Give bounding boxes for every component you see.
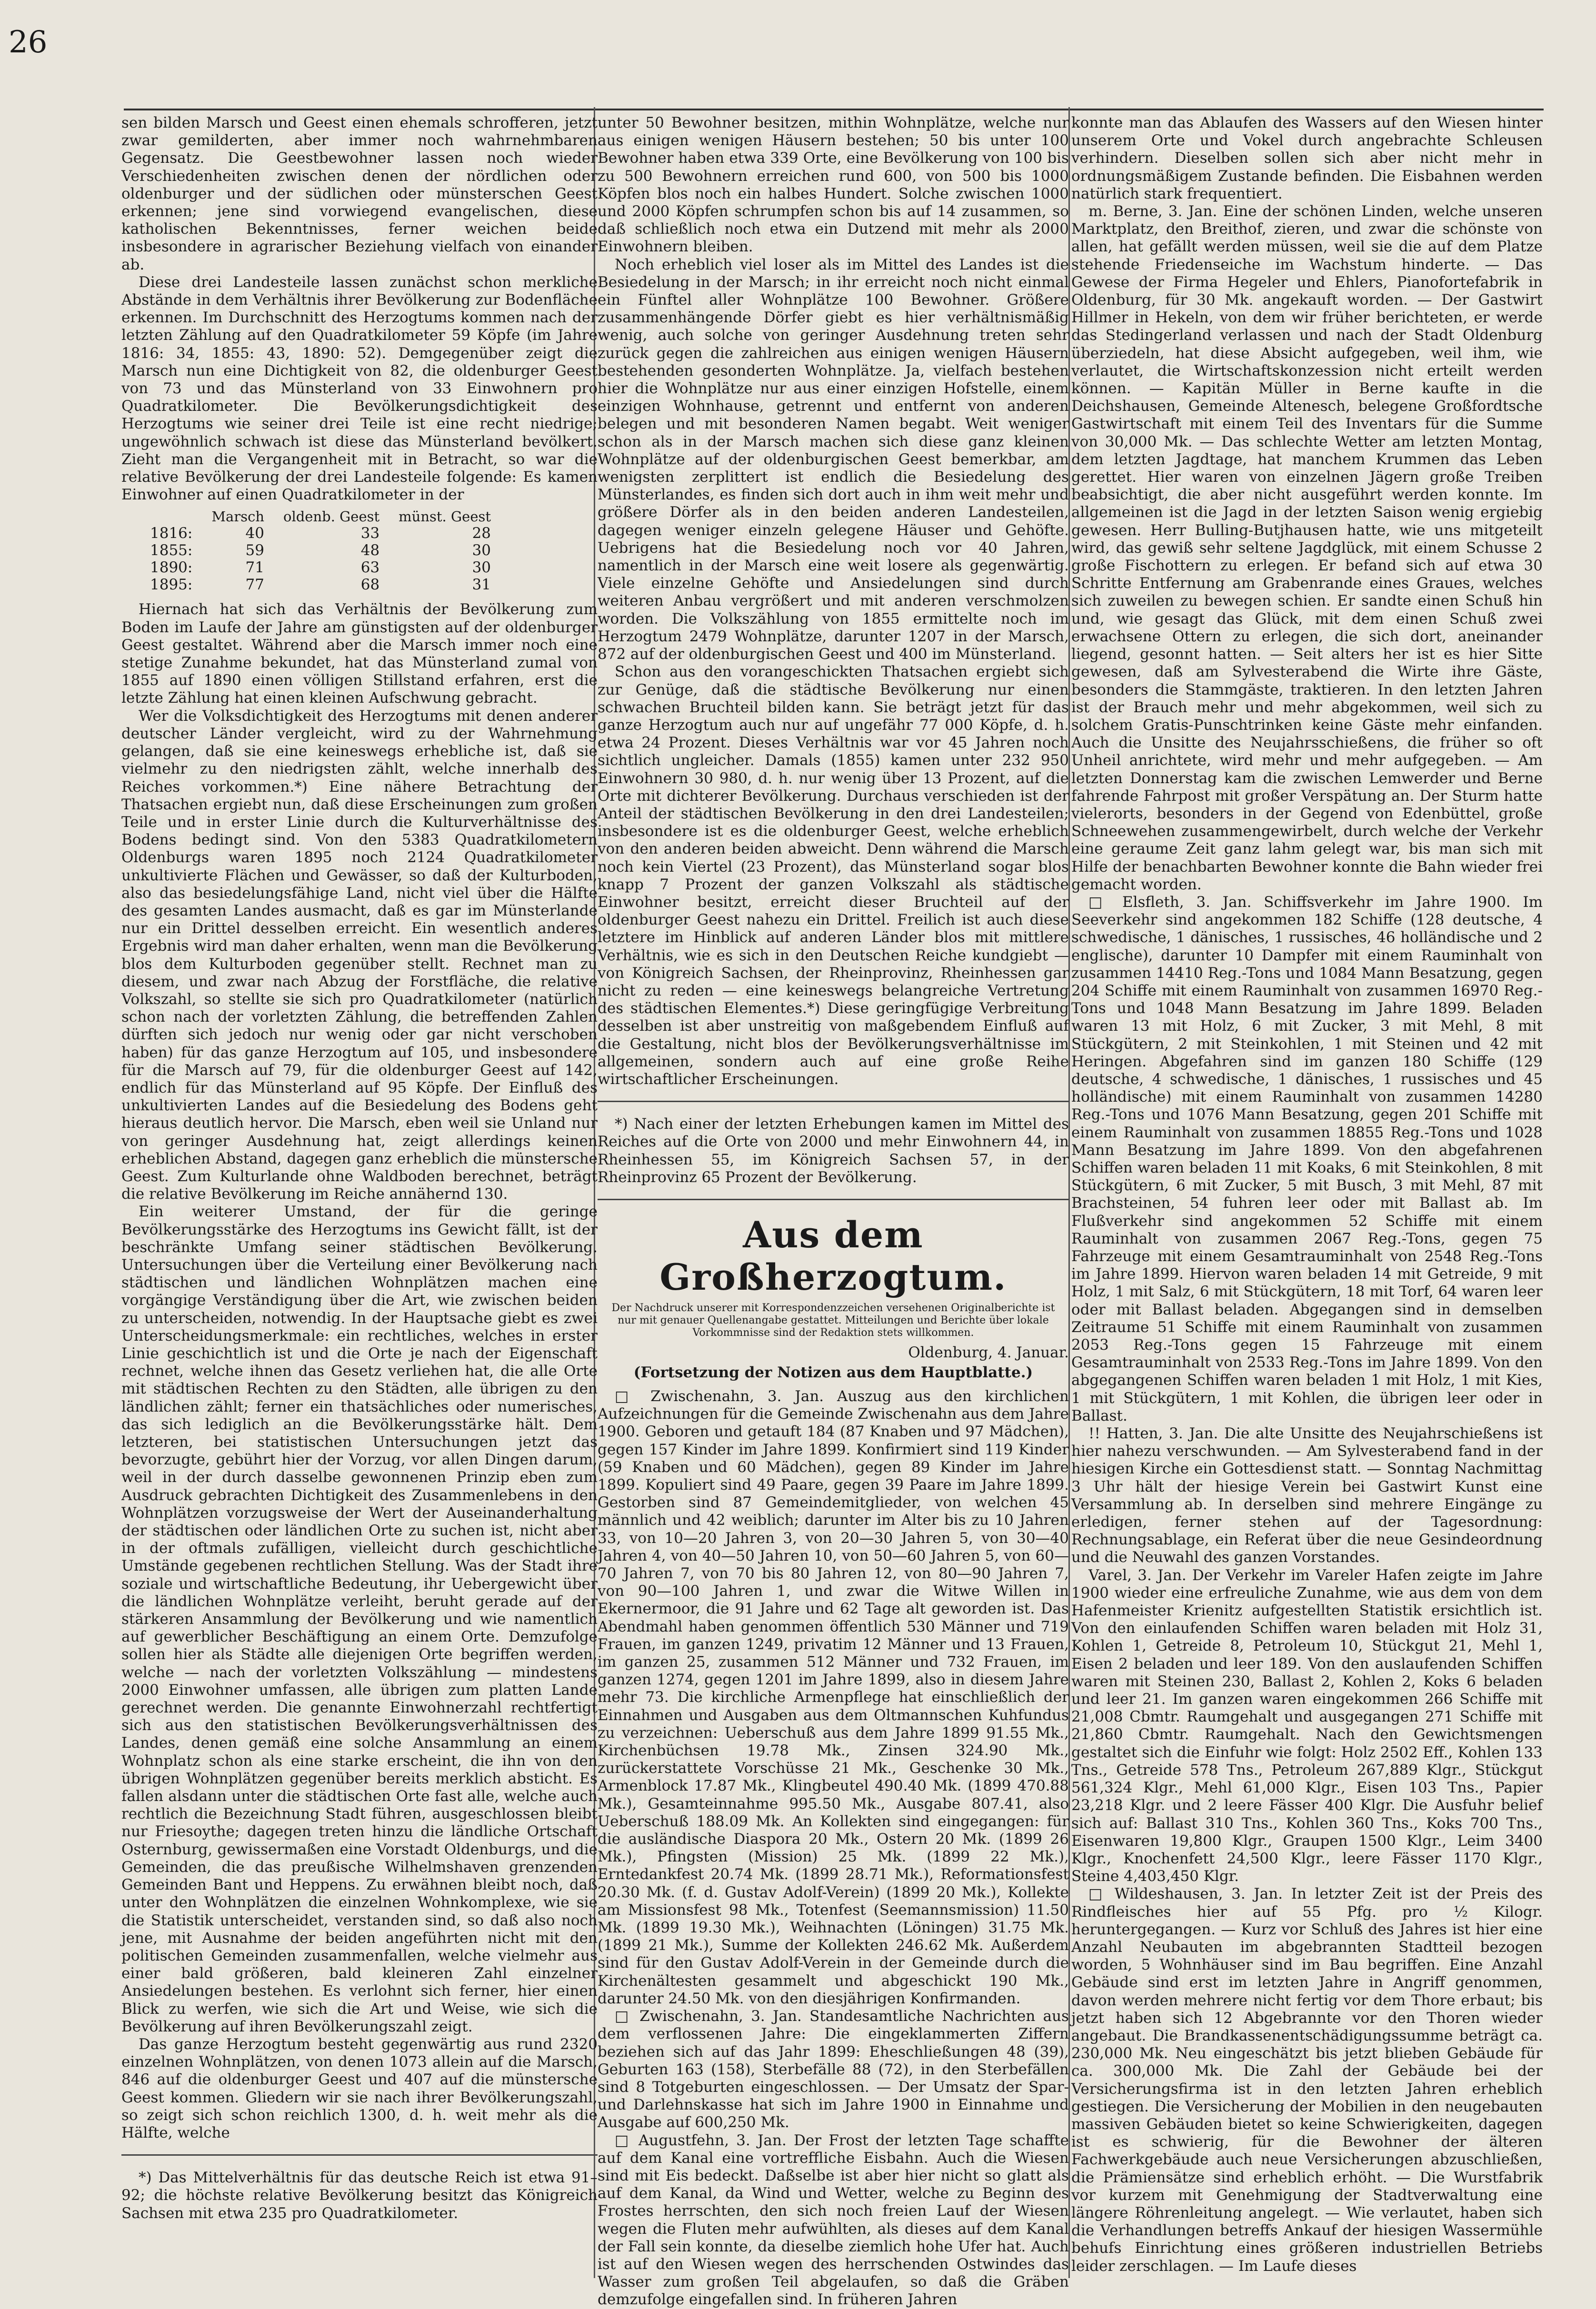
- table-cell: 33: [360, 525, 380, 542]
- table-row: [140, 559, 500, 576]
- column-2: [598, 114, 1069, 2309]
- table-cell: 28: [472, 525, 491, 542]
- paragraph: m. Berne, 3. Jan. Eine der schönen Linden, welche unseren Marktplatz, den Breithof, zieren, und zwar die schönste von allen, hat gefällt werden müssen, weil sie die auf dem Platze stehende Friedenseiche im Wachstum hinderte. — Das Gewese der Firma Hegeler und Ehlers, Pianofortefabrik in Oldenburg, für 30 Mk. angekauft worden. — Der Gastwirt Hillmer in Hekeln, von dem wir früher berichteten, er werde das Stedingerland verlassen und nach der Stadt Oldenburg überziedeln, hat diese Absicht aufgegeben, weil ihm, wie verlautet, die Wirtschaftskonzession nicht erteilt werden können. — Kapitän Müller in Berne kaufte in die Deichshausen, Gemeinde Altenesch, belegene Großfordtsche Gastwirtschaft mit einem Teil des Inventars für die Summe von 30,000 Mk. — Das schlechte Wetter am letzten Montag, dem letzten Jagdtage, hat manchem Krummen das Leben gerettet. Hier waren von einzelnen Jägern große Treiben beabsichtigt, die aber nicht ausgeführt werden konnte. Im allgemeinen ist die Jagd in der letzten Saison wenig ergiebig gewesen. Herr Bulling-Butjhausen hatte, wie uns mitgeteilt wird, das gewiß sehr seltene Jagdglück, mit einem Schusse 2 große Fischottern zu erlegen. Er befand sich auf etwa 30 Schritte Entfernung am Grabenrande eines Graues, welches sich zuweilen zu bewegen schien. Er sandte einen Schuß hin und, wie gesagt das Glück, mit dem einen Schuß zwei erwachsene Ottern zu erlegen, die sich dort, aneinander liegend, gesonnt hatten. — Seit alters her ist es hier Sitte gewesen, daß am Sylvesterabend die Wirte ihre Gäste, besonders die Stammgäste, traktieren. In den letzten Jahren ist der Brauch mehr und mehr abgekommen, weil sich zu solchem Gratis-Punschtrinken keine Gäste mehr einfanden. Auch die Unsitte des Neujahrsschießens, die früher so oft Unheil anrichtete, wird mehr und mehr aufgegeben. — Am letzten Donnerstag kam die zwischen Lemwerder und Berne fahrende Fahrpost mit großer Verspätung an. Der Sturm hatte vielerorts, besonders in der Gegend von Edenbüttel, große Schneewehen zusammengewirbelt, durch welche der Verkehr eine geraume Zeit ganz lahm gelegt war, bis man sich mit Hilfe der benachbarten Bewohner konnte die Bahn wieder frei gemacht worden.: [1071, 203, 1543, 893]
- table-header: oldenb. Geest: [283, 508, 380, 525]
- table-header-row: [140, 508, 500, 525]
- column-1: [121, 114, 598, 2266]
- table-header: [140, 508, 202, 525]
- population-density-table: [140, 508, 500, 593]
- footnote-rule: [598, 1101, 1069, 1102]
- table-cell: 31: [472, 576, 491, 594]
- table-cell: 1855:: [150, 542, 193, 559]
- table-cell: 1816:: [150, 525, 193, 542]
- table-row: [140, 525, 500, 542]
- table-cell: 40: [245, 525, 264, 542]
- paragraph: sen bilden Marsch und Geest einen ehemals schrofferen, jetzt zwar gemilderten, aber immer noch wahrnehmbaren Gegensatz. Die Geestbewohner lassen noch wieder Verschiedenheiten zwischen denen der nördlichen oder oldenburger und der südlichen oder münsterschen Geest erkennen; jene sind vorwiegend evangelischen, diese katholischen Bekenntnisses, ferner weichen beide insbesondere in agrarischer Beziehung vielfach von einander ab.: [121, 114, 598, 273]
- paragraph: !! Hatten, 3. Jan. Die alte Unsitte des Neujahrschießens ist hier nahezu verschwunden. — Am Sylvesterabend fand in der hiesigen Kirche ein Gottesdienst statt. — Sonntag Nachmittag 3 Uhr hält der hiesige Verein bei Gastwirt Kunst eine Versammlung ab. In derselben sind mehrere Eingänge zu erledigen, ferner stehen auf der Tagesordnung: Rechnungsablage, ein Referat über die neue Gesindeordnung und die Neuwahl des ganzen Vorstandes.: [1071, 1425, 1543, 1566]
- column-3: [1071, 114, 1543, 2275]
- footnote: *) Nach einer der letzten Erhebungen kamen im Mittel des Reiches auf die Orte von 2000 und mehr Einwohnern 44, in Rheinhessen 55, im Königreich Sachsen 57, in der Rheinprovinz 65 Prozent der Bevölkerung.: [598, 1115, 1069, 1186]
- table-cell: 68: [360, 576, 380, 594]
- section-rule: [598, 1199, 1069, 1200]
- paragraph: Diese drei Landesteile lassen zunächst schon merkliche Abstände in dem Verhältnis ihrer Bevölkerung zur Bodenfläche erkennen. Im Durchschnitt des Herzogtums kommen nach der letzten Zählung auf den Quadratkilometer 59 Köpfe (im Jahre 1816: 34, 1855: 43, 1890: 52). Demgegenüber zeigt die Marsch nun eine Dichtigkeit von 82, die oldenburger Geest von 73 und das Münsterland von 33 Einwohnern pro Quadratkilometer. Die Bevölkerungsdichtigkeit des Herzogtums wie seiner drei Teile ist eine recht niedrige; ungewöhnlich schwach ist diese das Münsterland bevölkert. Zieht man die Vergangenheit mit in Betracht, so war die relative Bevölkerung der drei Landesteile folgende: Es kamen Einwohner auf einen Quadratkilometer in der: [121, 273, 598, 504]
- table-cell: 63: [360, 559, 380, 577]
- footnote-rule: [121, 2154, 598, 2156]
- paragraph: Hiernach hat sich das Verhältnis der Bevölkerung zum Boden im Laufe der Jahre am günstigsten auf der oldenburger Geest gestaltet. Während aber die Marsch immer noch eine stetige Zunahme bekundet, hat das Münsterland zumal von 1855 auf 1890 einen völligen Stillstand erfahren, erst die letzte Zählung hat einen kleinen Aufschwung gebracht.: [121, 601, 598, 707]
- paragraph: □ Wildeshausen, 3. Jan. In letzter Zeit ist der Preis des Rindfleisches hier auf 55 Pfg. pro ½ Kilogr. heruntergegangen. — Kurz vor Schluß des Jahres ist hier eine Anzahl Neubauten im abgebrannten Stadtteil bezogen worden, 5 Wohnhäuser sind im Bau begriffen. Eine Anzahl Gebäude sind erst im letzten Jahre in Angriff genommen, davon werden mehrere nicht fertig vor dem Thore erbaut; bis jetzt haben sich 12 Abgebrannte vor den Thoren wieder angebaut. Die Brandkassenentschädigungssumme beträgt ca. 230,000 Mk. Neu eingeschätzt bis jetzt blieben Gebäude für ca. 300,000 Mk. Die Zahl der Gebäude bei der Versicherungsfirma ist in den letzten Jahren erheblich gestiegen. Die Versicherung der Mobilien in den neugebauten massiven Gebäuden bietet so keine Schwierigkeiten, dagegen ist es schwierig, für die Bewohner der älteren Fachwerkgebäude auch neue Versicherungen abzuschließen, die Prämiensätze sind erheblich erhöht. — Die Wurstfabrik vor kurzem mit Genehmigung der Stadtverwaltung eine längere Röhrenleitung angelegt. — Wie verlautet, haben sich die Verhandlungen betreffs Ankauf der hiesigen Wassermühle behufs Einrichtung eines größeren industriellen Betriebs leider zerschlagen. — Im Laufe dieses: [1071, 1885, 1543, 2275]
- table-row: [140, 576, 500, 593]
- paragraph: Schon aus den vorangeschickten Thatsachen ergiebt sich zur Genüge, daß die städtische Bevölkerung nur einen schwachen Bruchteil bilden kann. Sie beträgt jetzt für das ganze Herzogtum auch nur auf ungefähr 77 000 Köpfe, d. h. etwa 24 Prozent. Dieses Verhältnis war vor 45 Jahren noch sichtlich ungleicher. Damals (1855) kamen unter 232 950 Einwohnern 30 980, d. h. nur wenig über 13 Prozent, auf die Orte mit dichterer Bevölkerung. Durchaus verschieden ist der Anteil der städtischen Bevölkerung in den drei Landesteilen; insbesondere ist es die oldenburger Geest, welche erheblich von den anderen beiden abweicht. Denn während die Marsch noch kein Viertel (23 Prozent), das Münsterland sogar blos knapp 7 Prozent der ganzen Volkszahl als städtische Einwohner besitzt, erreicht dieser Bruchteil auf der oldenburger Geest nahezu ein Drittel. Freilich ist auch diese letztere im Hinblick auf anderen Länder blos mit mittlere Verhältnis, wie es sich in den Deutschen Reiche kundgiebt — von Königreich Sachsen, der Rheinprovinz, Rheinhessen gar nicht zu reden — eine keineswegs belangreiche Vertretung des städtischen Elementes.*) Diese geringfügige Verbreitung desselben ist aber unstreitig von maßgebendem Einfluß auf die Gestaltung, nicht blos der Bevölkerungsverhältnisse im allgemeinen, sondern auch auf eine große Reihe wirtschaftlicher Erscheinungen.: [598, 663, 1069, 1088]
- paragraph: Ein weiterer Umstand, der für die geringe Bevölkerungsstärke des Herzogtums ins Gewicht fällt, ist der beschränkte Umfang seiner städtischen Bevölkerung. Untersuchungen über die Verteilung einer Bevölkerung nach städtischen und ländlichen Wohnplätzen machen eine vorgängige Verständigung über die Art, wie zwischen beiden zu unterscheiden, notwendig. In der Hauptsache giebt es zwei Unterscheidungsmerkmale: ein rechtliches, welches in erster Linie geschichtlich ist und die Orte je nach der Eigenschaft rechnet, welche ihnen das Gesetz verliehen hat, die alle Orte mit städtischen Rechten zu den Städten, alle übrigen zu den ländlichen zählt; ferner ein thatsächliches oder numerisches, das sich lediglich an die Bevölkerungsstärke hält. Dem letzteren, bei statistischen Untersuchungen jetzt das bevorzugte, gebührt hier der Vorzug, vor allen Dingen darum, weil in der durch dasselbe gewonnenen Prinzip eben zum Ausdruck gebrachten Dichtigkeit des Zusammenlebens in den Wohnplätzen vorzugsweise der Wert der Auseinanderhaltung der städtischen oder ländlichen Orte zu suchen ist, nicht aber in der oftmals zufälligen, vielleicht durch geschichtliche Umstände gegebenen rechtlichen Stellung. Was der Stadt ihre soziale und wirtschaftliche Bedeutung, ihr Uebergewicht über die ländlichen Wohnplätze verleiht, beruht gerade auf der stärkeren Ansammlung der Bevölkerung und wie namentlich auf gewerblicher Beschäftigung an einem Orte. Demzufolge sollen hier als Städte alle diejenigen Orte begriffen werden, welche — nach der vorletzten Volkszählung — mindestens 2000 Einwohner umfassen, alle übrigen zum platten Lande gerechnet werden. Die genannte Einwohnerzahl rechtfertigt sich aus den statistischen Bevölkerungsverhältnissen des Landes, denen gemäß eine solche Ansammlung an einem Wohnplatz schon als eine starke erscheint, die ihn von den übrigen Wohnplätzen gegenüber bereits merklich absticht. Es fallen alsdann unter die städtischen Orte fast alle, welche auch rechtlich die Bezeichnung Stadt führen, ausgeschlossen bleibt nur Friesoythe; dagegen treten hinzu die ländliche Ortschaft Osternburg, gewissermaßen eine Vorstadt Oldenburgs, und die Gemeinden, die das preußische Wilhelmshaven grenzenden Gemeinden Bant und Heppens. Zu erwähnen bleibt noch, daß unter den Wohnplätzen die einzelnen Wohnkomplexe, wie sie die Statistik unterscheidet, verstanden sind, so daß also noch jene, mit Ausnahme der beiden angeführten nicht mit den politischen Gemeinden zusammenfallen, welche vielmehr aus einer bald größeren, bald kleineren Zahl einzelner Ansiedelungen bestehen. Es verlohnt sich ferner, hier einen Blick zu werfen, wie sich die Art und Weise, wie sich die Bevölkerung auf ihren Bevölkerungszahl zeigt.: [121, 1203, 598, 2035]
- table-cell: 1890:: [150, 559, 193, 577]
- subheading: (Fortsetzung der Notizen aus dem Hauptblatte.): [633, 1364, 1033, 1381]
- table-cell: 30: [472, 559, 491, 577]
- paragraph: Wer die Volksdichtigkeit des Herzogtums mit denen anderer deutscher Länder vergleicht, wird zu der Wahrnehmung gelangen, daß sie eine keineswegs erhebliche ist, daß sie vielmehr zu den niedrigsten zählt, welche innerhalb des Reiches vorkommen.*) Eine nähere Betrachtung der Thatsachen ergiebt nun, daß diese Erscheinungen zum großen Teile und in erster Linie durch die Kulturverhältnisse des Bodens bedingt sind. Von den 5383 Quadratkilometern Oldenburgs waren 1895 noch 2124 Quadratkilometer unkultivierte Flächen und Gewässer, so daß der Kulturboden, also das besiedelungsfähige Land, nicht viel über die Hälfte des gesamten Landes ausmacht, daß es gar im Münsterlande nur ein Drittel desselben erreicht. Ein wesentlich anderes Ergebnis wird man daher erhalten, wenn man die Bevölkerung blos dem Kulturboden gegenüber stellt. Rechnet man zu diesem, und zwar nach Abzug der Forstfläche, die relative Volkszahl, so stellte sie sich pro Quadratkilometer (natürlich schon nach der vorletzten Zählung, die betreffenden Zahlen dürften sich jedoch nur wenig oder gar nicht verschoben haben) für das ganze Herzogtum auf 105, und insbesondere für die Marsch auf 79, für die oldenburger Geest auf 142, endlich für das Münsterland auf 95 Köpfe. Der Einfluß des unkultivierten Landes auf die Besiedelung des Bodens geht hieraus deutlich hervor. Die Marsch, eben weil sie Unland nur von geringer Ausdehnung hat, zeigt allerdings keinen erheblichen Abstand, dagegen ganz erheblich die münstersche Geest. Zum Kulturlande ohne Waldboden berechnet, beträgt die relative Bevölkerung im Reiche annähernd 130.: [121, 707, 598, 1203]
- reprint-notice: Der Nachdruck unserer mit Korrespondenzzeichen versehenen Originalberichte ist nur mit genauer Quellenangabe gestattet. Mitteilungen und Berichte über lokale Vorkommnisse sind der Redaktion stets willkommen.: [611, 1302, 1055, 1339]
- table-row: [140, 542, 500, 559]
- paragraph: konnte man das Ablaufen des Wassers auf den Wiesen hinter unserem Orte und Vokel durch angebrachte Schleusen verhindern. Dieselben sollen sich aber nicht mehr in ordnungsmäßigem Zustande befinden. Die Eisbahnen werden natürlich stark frequentiert.: [1071, 114, 1543, 202]
- paragraph: unter 50 Bewohner besitzen, mithin Wohnplätze, welche nur aus einigen wenigen Häusern bestehen; 50 bis unter 100 Bewohner haben etwa 339 Orte, eine Bevölkerung von 100 bis zu 500 Bewohnern erreichen rund 600, von 500 bis 1000 Köpfen blos noch ein halbes Hundert. Solche zwischen 1000 und 2000 Köpfen schrumpfen schon bis auf 14 zusammen, so daß schließlich noch etwa ein Dutzend mit mehr als 2000 Einwohnern bleiben.: [598, 114, 1069, 256]
- table-header: Marsch: [211, 508, 264, 525]
- paragraph: □ Elsfleth, 3. Jan. Schiffsverkehr im Jahre 1900. Im Seeverkehr sind angekommen 182 Schiffe (128 deutsche, 4 schwedische, 1 dänisches, 1 russisches, 46 holländische und 2 englische), darunter 10 Dampfer mit einem Rauminhalt von zusammen 14410 Reg.-Tons und 1084 Mann Besatzung, gegen 204 Schiffe mit einem Rauminhalt von zusammen 16970 Reg.-Tons und 1048 Mann Besatzung im Jahre 1899. Beladen waren 13 mit Holz, 6 mit Zucker, 3 mit Mehl, 8 mit Stückgütern, 2 mit Steinkohlen, 1 mit Steinen und 42 mit Heringen. Abgefahren sind im ganzen 180 Schiffe (129 deutsche, 4 schwedische, 1 dänisches, 1 russisches und 45 holländische) mit einem Rauminhalt von zusammen 14280 Reg.-Tons und 1076 Mann Besatzung, gegen 201 Schiffe mit einem Rauminhalt von zusammen 18855 Reg.-Tons und 1028 Mann Besatzung im Jahre 1899. Von den abgefahrenen Schiffen waren beladen 11 mit Koaks, 6 mit Steinkohlen, 8 mit Stückgütern, 6 mit Zucker, 5 mit Busch, 3 mit Mehl, 87 mit Brachsteinen, 54 fuhren leer oder mit Ballast ab. Im Flußverkehr sind angekommen 52 Schiffe mit einem Rauminhalt von zusammen 2067 Reg.-Tons, gegen 75 Fahrzeuge mit einem Gesamtrauminhalt von 2548 Reg.-Tons im Jahre 1899. Hiervon waren beladen 14 mit Getreide, 9 mit Holz, 1 mit Salz, 6 mit Stückgütern, 18 mit Torf, 64 waren leer oder mit Ballast beladen. Abgegangen sind in demselben Zeitraume 51 Schiffe mit einem Rauminhalt von zusammen 2053 Reg.-Tons gegen 15 Fahrzeuge mit einem Gesamtrauminhalt von 2533 Reg.-Tons im Jahre 1899. Von den abgegangenen Schiffen waren beladen 1 mit Holz, 1 mit Kies, 1 mit Stückgütern, 1 mit Kohlen, die übrigen leer oder in Ballast.: [1071, 893, 1543, 1424]
- table-cell: 48: [360, 542, 380, 559]
- table-cell: 71: [245, 559, 264, 577]
- section-title: Aus dem Großherzogtum.: [659, 1213, 1007, 1298]
- header-rule: [124, 109, 1544, 110]
- table-cell: 1895:: [150, 576, 193, 594]
- paragraph: Varel, 3. Jan. Der Verkehr im Vareler Hafen zeigte im Jahre 1900 wieder eine erfreuliche Zunahme, wie aus dem von dem Hafenmeister Krienitz aufgestellten Statistik ersichtlich ist. Von den einlaufenden Schiffen waren beladen mit Holz 31, Kohlen 1, Getreide 8, Petroleum 10, Stückgut 21, Mehl 1, Eisen 2 beladen und leer 189. Von den auslaufenden Schiffen waren mit Steinen 230, Ballast 2, Kohlen 2, Koks 6 beladen und leer 21. Im ganzen waren eingekommen 266 Schiffe mit 21,008 Cbmtr. Raumgehalt und ausgegangen 271 Schiffe mit 21,860 Cbmtr. Raumgehalt. Nach den Gewichtsmengen gestaltet sich die Einfuhr wie folgt: Holz 2502 Eff., Kohlen 133 Tns., Getreide 578 Tns., Petroleum 267,889 Klgr., Stückgut 561,324 Klgr., Mehl 61,000 Klgr., Eisen 103 Tns., Papier 23,218 Klgr. und 2 leere Fässer 400 Klgr. Die Ausfuhr belief sich auf: Ballast 310 Tns., Kohlen 360 Tns., Koks 700 Tns., Eisenwaren 19,800 Klgr., Graupen 1500 Klgr., Leim 3400 Klgr., Knochenfett 24,500 Klgr., leere Fässer 1170 Klgr., Steine 4,403,450 Klgr.: [1071, 1566, 1543, 1885]
- paragraph: □ Augustfehn, 3. Jan. Der Frost der letzten Tage schaffte auf dem Kanal eine vortreffliche Eisbahn. Auch die Wiesen sind mit Eis bedeckt. Daßselbe ist aber hier nicht so glatt als auf dem Kanal, da Wind und Wetter, welche zu Beginn des Frostes herrschten, den sich noch freien Lauf der Wiesen wegen die Fluten mehr aufwühlten, als dieses auf dem Kanal der Fall sein konnte, da dieselbe ziemlich hohe Ufer hat. Auch ist auf den Wiesen wegen des herrschenden Ostwindes das Wasser zum großen Teil abgelaufen, so daß die Gräben demzufolge eingefallen sind. In früheren Jahren: [598, 2131, 1069, 2309]
- paragraph: Noch erheblich viel loser als im Mittel des Landes ist die Besiedelung in der Marsch; in ihr erreicht noch nicht einmal ein Fünftel aller Wohnplätze 100 Bewohner. Größere zusammenhängende Dörfer giebt es hier verhältnismäßig wenig, auch solche von geringer Ausdehnung treten sehr zurück gegen die zahlreichen aus einigen wenigen Häusern bestehenden gesonderten Wohnplätze. Ja, vielfach bestehen hier die Wohnplätze nur aus einer einzigen Hofstelle, einem einzigen Wohnhause, getrennt und entfernt von anderen belegen und mit besonderen Namen begabt. Weit weniger schon als in der Marsch machen sich diese ganz kleinen Wohnplätze auf der oldenburgischen Geest bemerkbar, am wenigsten zerplittert ist endlich die Besiedelung des Münsterlandes, es finden sich dort auch in ihm weit mehr und größere Dörfer als in den beiden anderen Landesteilen, dagegen weniger einzeln gelegene Häuser und Gehöfte. Uebrigens hat die Besiedelung noch vor 40 Jahren, namentlich in der Marsch eine weit losere als gegenwärtig. Viele einzelne Gehöfte und Ansiedelungen sind durch weiteren Anbau vergrößert und mit anderen verschmolzen worden. Die Volkszählung von 1855 ermittelte noch im Herzogtum 2479 Wohnplätze, darunter 1207 in der Marsch, 872 auf der oldenburgischen Geest und 400 im Münsterland.: [598, 256, 1069, 663]
- dateline: Oldenburg, 4. Januar.: [908, 1344, 1069, 1361]
- paragraph: Das ganze Herzogtum besteht gegenwärtig aus rund 2320 einzelnen Wohnplätzen, von denen 1073 allein auf die Marsch, 846 auf die oldenburger Geest und 407 auf die münstersche Geest kommen. Gliedern wir sie nach ihrer Bevölkerungszahl, so zeigt sich schon reichlich 1300, d. h. weit mehr als die Hälfte, welche: [121, 2035, 598, 2141]
- table-header: münst. Geest: [399, 508, 491, 525]
- paragraph: □ Zwischenahn, 3. Jan. Auszug aus den kirchlichen Aufzeichnungen für die Gemeinde Zwischenahn aus dem Jahre 1900. Geboren und getauft 184 (87 Knaben und 97 Mädchen), gegen 157 Kinder im Jahre 1899. Konfirmiert sind 119 Kinder (59 Knaben und 60 Mädchen), gegen 89 Kinder im Jahre 1899. Kopuliert sind 49 Paare, gegen 39 Paare im Jahre 1899. Gestorben sind 87 Gemeindemitglieder, von welchen 45 männlich und 42 weiblich; darunter im Alter bis zu 10 Jahren 33, von 10—20 Jahren 3, von 20—30 Jahren 5, von 30—40 Jahren 4, von 40—50 Jahren 10, von 50—60 Jahren 5, von 60—70 Jahren 7, von 70 bis 80 Jahren 12, von 80—90 Jahren 7, von 90—100 Jahren 1, und zwar die Witwe Willen in Ekernermoor, die 91 Jahre und 62 Tage alt geworden ist. Das Abendmahl haben genommen öffentlich 530 Männer und 719 Frauen, im ganzen 1249, privatim 12 Männer und 13 Frauen, im ganzen 25, zusammen 512 Männer und 732 Frauen, im ganzen 1274, gegen 1201 im Jahre 1899, also in diesem Jahre mehr 73. Die kirchliche Armenpflege hat einschließlich der Einnahmen und Ausgaben aus dem Oltmannschen Kuhfundus zu verzeichnen: Ueberschuß aus dem Jahre 1899 91.55 Mk., Kirchenbüchsen 19.78 Mk., Zinsen 324.90 Mk., zurückerstattete Vorschüsse 21 Mk., Geschenke 30 Mk., Armenblock 17.87 Mk., Klingbeutel 490.40 Mk. (1899 470.88 Mk.), Gesamteinnahme 995.50 Mk., Ausgabe 807.41, also Ueberschuß 188.09 Mk. An Kollekten sind eingegangen: für die ausländische Diaspora 20 Mk., Ostern 20 Mk. (1899 26 Mk.), Pfingsten (Mission) 25 Mk. (1899 22 Mk.), Erntedankfest 20.74 Mk. (1899 28.71 Mk.), Reformationsfest 20.30 Mk. (f. d. Gustav Adolf-Verein) (1899 20 Mk.), Kollekte am Missionsfest 98 Mk., Totenfest (Seemannsmission) 11.50 Mk. (1899 19.30 Mk.), Weihnachten (Löningen) 31.75 Mk. (1899 21 Mk.), Summe der Kollekten 246.62 Mk. Außerdem sind für den Gustav Adolf-Verein in der Gemeinde durch die Kirchenältesten gesammelt und abgeschickt 190 Mk., darunter 24.50 Mk. von den diesjährigen Konfirmanden.: [598, 1387, 1069, 2007]
- table-cell: 59: [245, 542, 264, 559]
- paragraph: □ Zwischenahn, 3. Jan. Standesamtliche Nachrichten aus dem verflossenen Jahre: Die eingeklammerten Ziffern beziehen sich auf das Jahr 1899: Eheschließungen 48 (39), Geburten 163 (158), Sterbefälle 88 (72), in den Sterbefällen sind 8 Totgeburten eingeschlossen. — Der Umsatz der Spar- und Darlehnskasse hat sich im Jahre 1900 in Einnahme und Ausgabe auf 600,250 Mk.: [598, 2008, 1069, 2131]
- table-cell: 30: [472, 542, 491, 559]
- page-number: 26: [9, 25, 48, 60]
- table-cell: 77: [245, 576, 264, 594]
- footnote: *) Das Mittelverhältnis für das deutsche Reich ist etwa 91–92; die höchste relative Bevölkerung besitzt das Königreich Sachsen mit etwa 235 pro Quadratkilometer.: [121, 2169, 598, 2222]
